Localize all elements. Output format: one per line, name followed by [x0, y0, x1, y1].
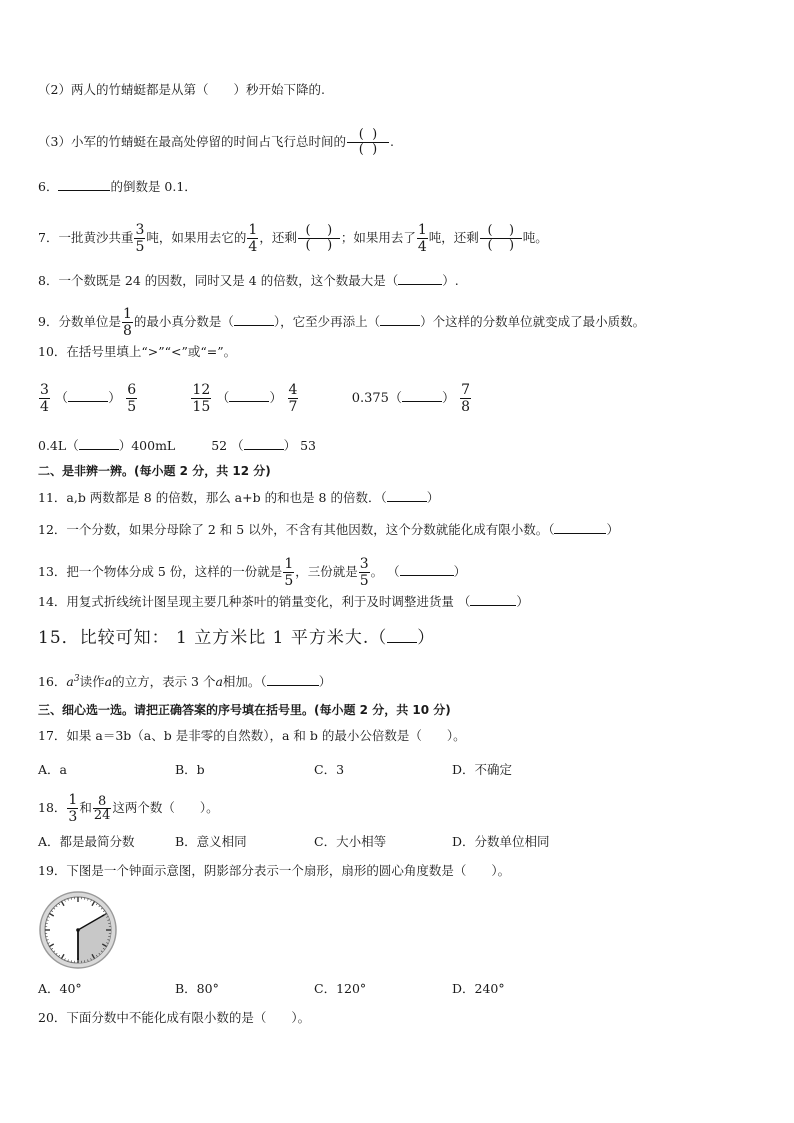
answer-blank[interactable] — [234, 313, 274, 326]
compare-blank[interactable] — [229, 389, 269, 402]
judge-blank[interactable] — [554, 521, 606, 534]
q9: 9．分数单位是 $\frac{1}{8}$ 的最小真分数是（ ），它至少再添上（ ）个这样的分数单位就变成了最小质数。 — [38, 306, 646, 339]
q19: 19．下图是一个钟面示意图，阴影部分表示一个扇形，扇形的圆心角度数是（ ）。 — [38, 863, 511, 878]
section-2-title: 二、是非辨一辨。(每小题 2 分，共 12 分) — [38, 464, 271, 478]
compare-blank[interactable] — [402, 389, 442, 402]
q17-option-b[interactable]: B．b — [175, 762, 205, 777]
compare-blank[interactable] — [244, 437, 284, 450]
q18-option-a[interactable]: A．都是最简分数 — [38, 834, 135, 849]
q10: 10．在括号里填上“>”“<”或“=”。 — [38, 344, 237, 359]
q18-option-b[interactable]: B．意义相同 — [175, 834, 247, 849]
compare-blank[interactable] — [68, 389, 108, 402]
q14: 14．用复式折线统计图呈现主要几种茶叶的销量变化，利于及时调整进货量 （ ） — [38, 594, 529, 609]
q17-option-d[interactable]: D．不确定 — [452, 762, 513, 777]
answer-blank[interactable] — [380, 313, 420, 326]
judge-blank[interactable] — [267, 673, 319, 686]
q10-row1: $\frac{3}{4}$ （ ） $\frac{6}{5}$ $\frac{12}{15}$ （ ） $\frac{4}{7}$ 0.375（ ） $\frac{7}{8}$ — [40, 382, 471, 415]
q16: 16．$a^3$读作a的立方，表示 3 个a相加。（ ） — [38, 674, 332, 690]
clock-center — [76, 928, 80, 932]
answer-blank[interactable] — [398, 272, 442, 285]
q6: 6． 的倒数是 0.1． — [38, 179, 197, 194]
q5-3: （3）小军的竹蜻蜓在最高处停留的时间占飞行总时间的 $\frac{( )}{( )}$ . — [38, 127, 394, 157]
q18-option-d[interactable]: D．分数单位相同 — [452, 834, 550, 849]
fraction-answer-blank[interactable]: $\frac{( )}{( )}$ — [480, 224, 522, 253]
q20: 20．下面分数中不能化成有限小数的是（ ）。 — [38, 1010, 311, 1025]
q17-option-c[interactable]: C．3 — [314, 762, 345, 777]
compare-blank[interactable] — [79, 437, 119, 450]
q12: 12．一个分数，如果分母除了 2 和 5 以外，不含有其他因数，这个分数就能化成有限小数。（ ） — [38, 522, 619, 537]
q15: 15．比较可知： 1 立方米比 1 平方米大.（ ） — [38, 628, 436, 648]
judge-blank[interactable] — [400, 563, 454, 576]
q17-option-a[interactable]: A．a — [38, 762, 67, 777]
q18-option-c[interactable]: C．大小相等 — [314, 834, 387, 849]
q10-row2: 0.4L（ ）400mL 52 （ ） 53 — [38, 438, 316, 453]
q7: 7．一批黄沙共重 $\frac{3}{5}$ 吨，如果用去它的 $\frac{1}{4}$ ，还剩 $\frac{( )}{( )}$ ；如果用去了 $\frac{1}{4}$ 吨，还剩 $\frac{( )}{( )}$ 吨。 — [38, 222, 548, 255]
q5-2: （2）两人的竹蜻蜓都是从第（ ）秒开始下降的. — [38, 82, 325, 97]
q17: 17．如果 a＝3b（a、b 是非零的自然数），a 和 b 的最小公倍数是（ ）。 — [38, 728, 466, 743]
judge-blank[interactable] — [470, 593, 516, 606]
judge-blank[interactable] — [387, 489, 427, 502]
section-3-title: 三、细心选一选。请把正确答案的序号填在括号里。(每小题 2 分，共 10 分) — [38, 703, 451, 717]
q18: 18． $\frac{1}{3}$ 和 $\frac{8}{24}$ 这两个数（ ）。 — [38, 792, 219, 825]
q8: 8．一个数既是 24 的因数，同时又是 4 的倍数，这个数最大是（ ）. — [38, 273, 459, 288]
q13: 13．把一个物体分成 5 份，这样的一份就是 $\frac{1}{5}$ ，三份就是 $\frac{3}{5}$ 。 （ ） — [38, 556, 467, 589]
q19-option-b[interactable]: B．80° — [175, 981, 219, 996]
q11: 11．a,b 两数都是 8 的倍数，那么 a+b 的和也是 8 的倍数．（ ） — [38, 490, 440, 505]
fraction-answer-blank[interactable]: $\frac{( )}{( )}$ — [298, 224, 340, 253]
q19-option-a[interactable]: A．40° — [38, 981, 82, 996]
answer-blank[interactable] — [58, 178, 110, 191]
fraction-answer-blank[interactable]: $\frac{( )}{( )}$ — [347, 128, 389, 157]
q19-option-d[interactable]: D．240° — [452, 981, 505, 996]
judge-blank[interactable] — [387, 628, 417, 643]
q19-option-c[interactable]: C．120° — [314, 981, 367, 996]
clock-figure — [38, 890, 118, 970]
